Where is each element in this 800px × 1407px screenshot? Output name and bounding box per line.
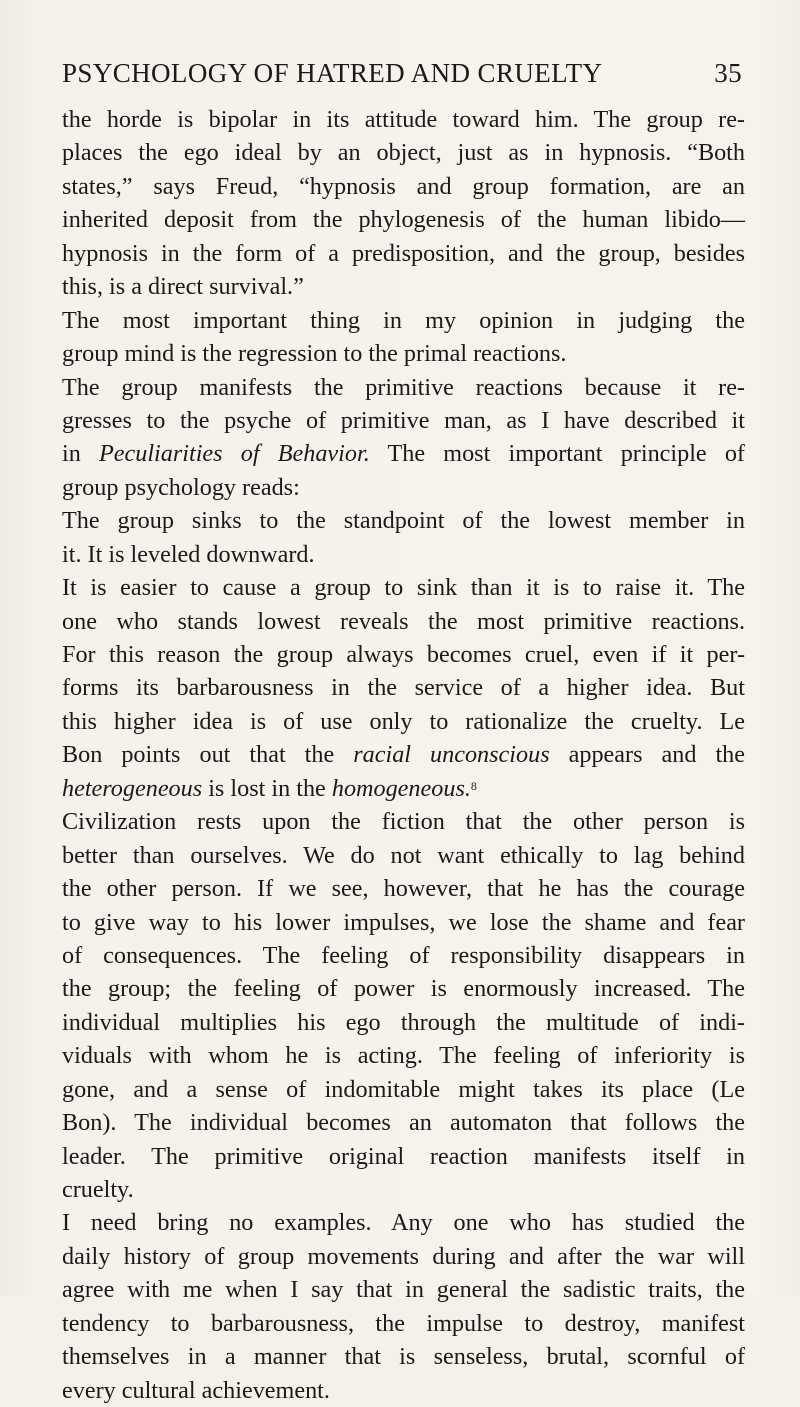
text-line: agree with me when I say that in general the sadistic traits, the: [62, 1276, 745, 1304]
text-line: states,” says Freud, “hypnosis and group formation, are an: [62, 172, 745, 200]
running-head: PSYCHOLOGY OF HATRED AND CRUELTY: [62, 58, 603, 88]
text-line: group psychology reads:: [62, 473, 300, 501]
text-line: heterogeneous is lost in the homogeneous.$^8$: [62, 774, 477, 802]
text-line: to give way to his lower impulses, we lose the shame and fear: [62, 908, 745, 936]
footnote-ref: 8: [470, 778, 477, 793]
text-line: inherited deposit from the phylogenesis of the human libido—: [62, 206, 745, 234]
page-header: [62, 58, 742, 98]
text-line: It is easier to cause a group to sink than it is to raise it. The: [62, 574, 745, 602]
text-line: this higher idea is of use only to rationalize the cruelty. Le: [62, 707, 745, 735]
body-text: [62, 103, 745, 1407]
text-line: daily history of group movements during and after the war will: [62, 1242, 745, 1270]
text-line: For this reason the group always becomes cruel, even if it per-: [62, 641, 745, 668]
text-line: in Peculiarities of Behavior. The most important principle of: [62, 440, 745, 468]
text-line: group mind is the regression to the primal reactions.: [62, 340, 567, 368]
text-line: forms its barbarousness in the service of a higher idea. But: [62, 674, 745, 702]
text-line: gresses to the psyche of primitive man, as I have described it: [62, 406, 745, 434]
text-line: this, is a direct survival.”: [62, 273, 304, 301]
text-line: Bon). The individual becomes an automaton that follows the: [62, 1109, 745, 1137]
text-line: of consequences. The feeling of responsibility disappears in: [62, 941, 745, 969]
page-number: 35: [714, 58, 742, 88]
text-line: it. It is leveled downward.: [62, 540, 315, 568]
text-line: themselves in a manner that is senseless, brutal, scornful of: [62, 1343, 745, 1371]
text-line: Civilization rests upon the fiction that the other person is: [62, 808, 745, 836]
text-line: the horde is bipolar in its attitude toward him. The group re-: [62, 106, 745, 133]
text-line: the other person. If we see, however, that he has the courage: [62, 875, 745, 903]
text-line: Bon points out that the racial unconscious appears and the: [62, 741, 745, 769]
text-line: tendency to barbarousness, the impulse to destroy, manifest: [62, 1309, 745, 1337]
text-line: places the ego ideal by an object, just as in hypnosis. “Both: [62, 139, 745, 167]
text-line: viduals with whom he is acting. The feeling of inferiority is: [62, 1042, 745, 1070]
text-line: I need bring no examples. Any one who has studied the: [62, 1209, 745, 1237]
text-line: The most important thing in my opinion in judging the: [62, 306, 745, 334]
text-line: leader. The primitive original reaction manifests itself in: [62, 1142, 745, 1170]
text-line: gone, and a sense of indomitable might takes its place (Le: [62, 1075, 745, 1103]
text-line: the group; the feeling of power is enormously increased. The: [62, 975, 745, 1003]
text-line: The group manifests the primitive reactions because it re-: [62, 373, 745, 401]
text-line: hypnosis in the form of a predisposition, and the group, besides: [62, 239, 745, 267]
text-line: one who stands lowest reveals the most primitive reactions.: [62, 607, 745, 635]
text-line: individual multiplies his ego through the multitude of indi-: [62, 1008, 745, 1036]
text-line: The group sinks to the standpoint of the lowest member in: [62, 507, 745, 535]
text-line: better than ourselves. We do not want ethically to lag behind: [62, 841, 745, 869]
text-line: every cultural achievement.: [62, 1376, 330, 1404]
text-line: cruelty.: [62, 1176, 134, 1203]
